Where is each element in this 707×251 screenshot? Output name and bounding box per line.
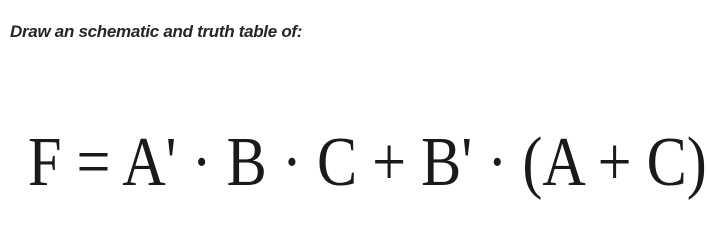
boolean-equation: F = A' · B · C + B' · (A + C) [28, 124, 707, 201]
instruction-text: Draw an schematic and truth table of: [10, 22, 303, 41]
